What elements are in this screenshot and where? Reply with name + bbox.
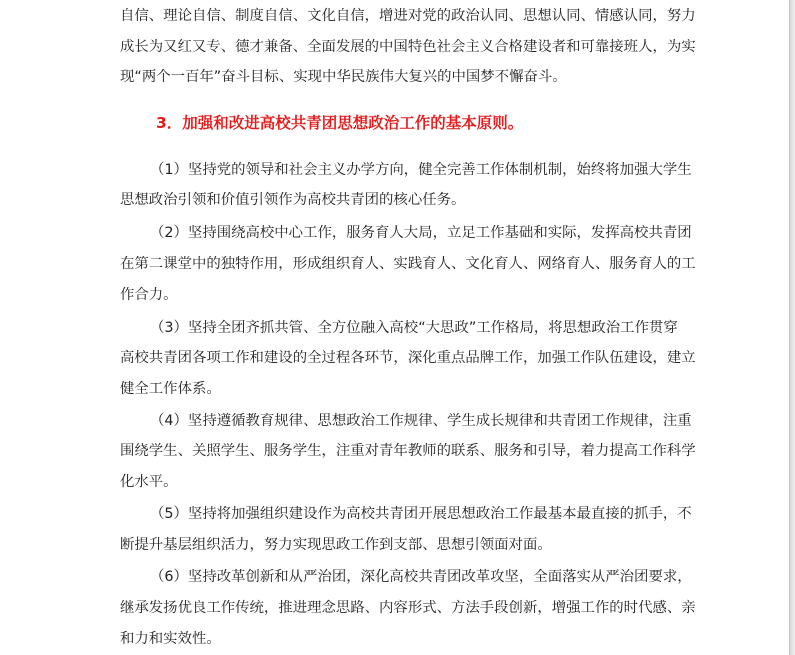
principle-3-line-1: （3）坚持全团齐抓共管、全方位融入高校“大思政”工作格局，将思想政治工作贯穿	[150, 320, 678, 336]
principle-4-line-1: （4）坚持遵循教育规律、思想政治工作规律、学生成长规律和共青团工作规律，注重	[150, 413, 692, 429]
principle-5-line-2: 断提升基层组织活力，努力实现思政工作到支部、思想引领面对面。	[120, 537, 552, 553]
principle-4-line-3: 化水平。	[120, 474, 178, 490]
intro-line-2: 成长为又红又专、德才兼备、全面发展的中国特色社会主义合格建设者和可靠接班人，为实	[120, 39, 696, 55]
window-frame-edge	[789, 0, 795, 655]
principle-2-line-3: 作合力。	[120, 287, 178, 303]
principle-6-line-2: 继承发扬优良工作传统，推进理念思路、内容形式、方法手段创新，增强工作的时代感、亲	[120, 600, 696, 616]
principle-2-line-2: 在第二课堂中的独特作用，形成组织育人、实践育人、文化育人、网络育人、服务育人的工	[120, 256, 696, 272]
principle-6-line-3: 和力和实效性。	[120, 631, 221, 647]
principle-3-line-3: 健全工作体系。	[120, 381, 221, 397]
section-heading: 3．加强和改进高校共青团思想政治工作的基本原则。	[156, 114, 524, 132]
principle-5-line-1: （5）坚持将加强组织建设作为高校共青团开展思想政治工作最基本最直接的抓手，不	[150, 506, 692, 522]
intro-line-3: 现“两个一百年”奋斗目标、实现中华民族伟大复兴的中国梦不懈奋斗。	[120, 69, 567, 85]
intro-line-1: 自信、理论自信、制度自信、文化自信，增进对党的政治认同、思想认同、情感认同，努力	[120, 8, 696, 24]
principle-2-line-1: （2）坚持围绕高校中心工作，服务育人大局，立足工作基础和实际，发挥高校共青团	[150, 225, 692, 241]
principle-6-line-1: （6）坚持改革创新和从严治团，深化高校共青团改革攻坚，全面落实从严治团要求，	[150, 569, 692, 585]
principle-3-line-2: 高校共青团各项工作和建设的全过程各环节，深化重点品牌工作，加强工作队伍建设，建立	[120, 350, 696, 366]
principle-1-line-1: （1）坚持党的领导和社会主义办学方向，健全完善工作体制机制，始终将加强大学生	[150, 162, 692, 178]
principle-1-line-2: 思想政治引领和价值引领作为高校共青团的核心任务。	[120, 192, 466, 208]
principle-4-line-2: 围绕学生、关照学生、服务学生，注重对青年教师的联系、服务和引导，着力提高工作科学	[120, 443, 696, 459]
